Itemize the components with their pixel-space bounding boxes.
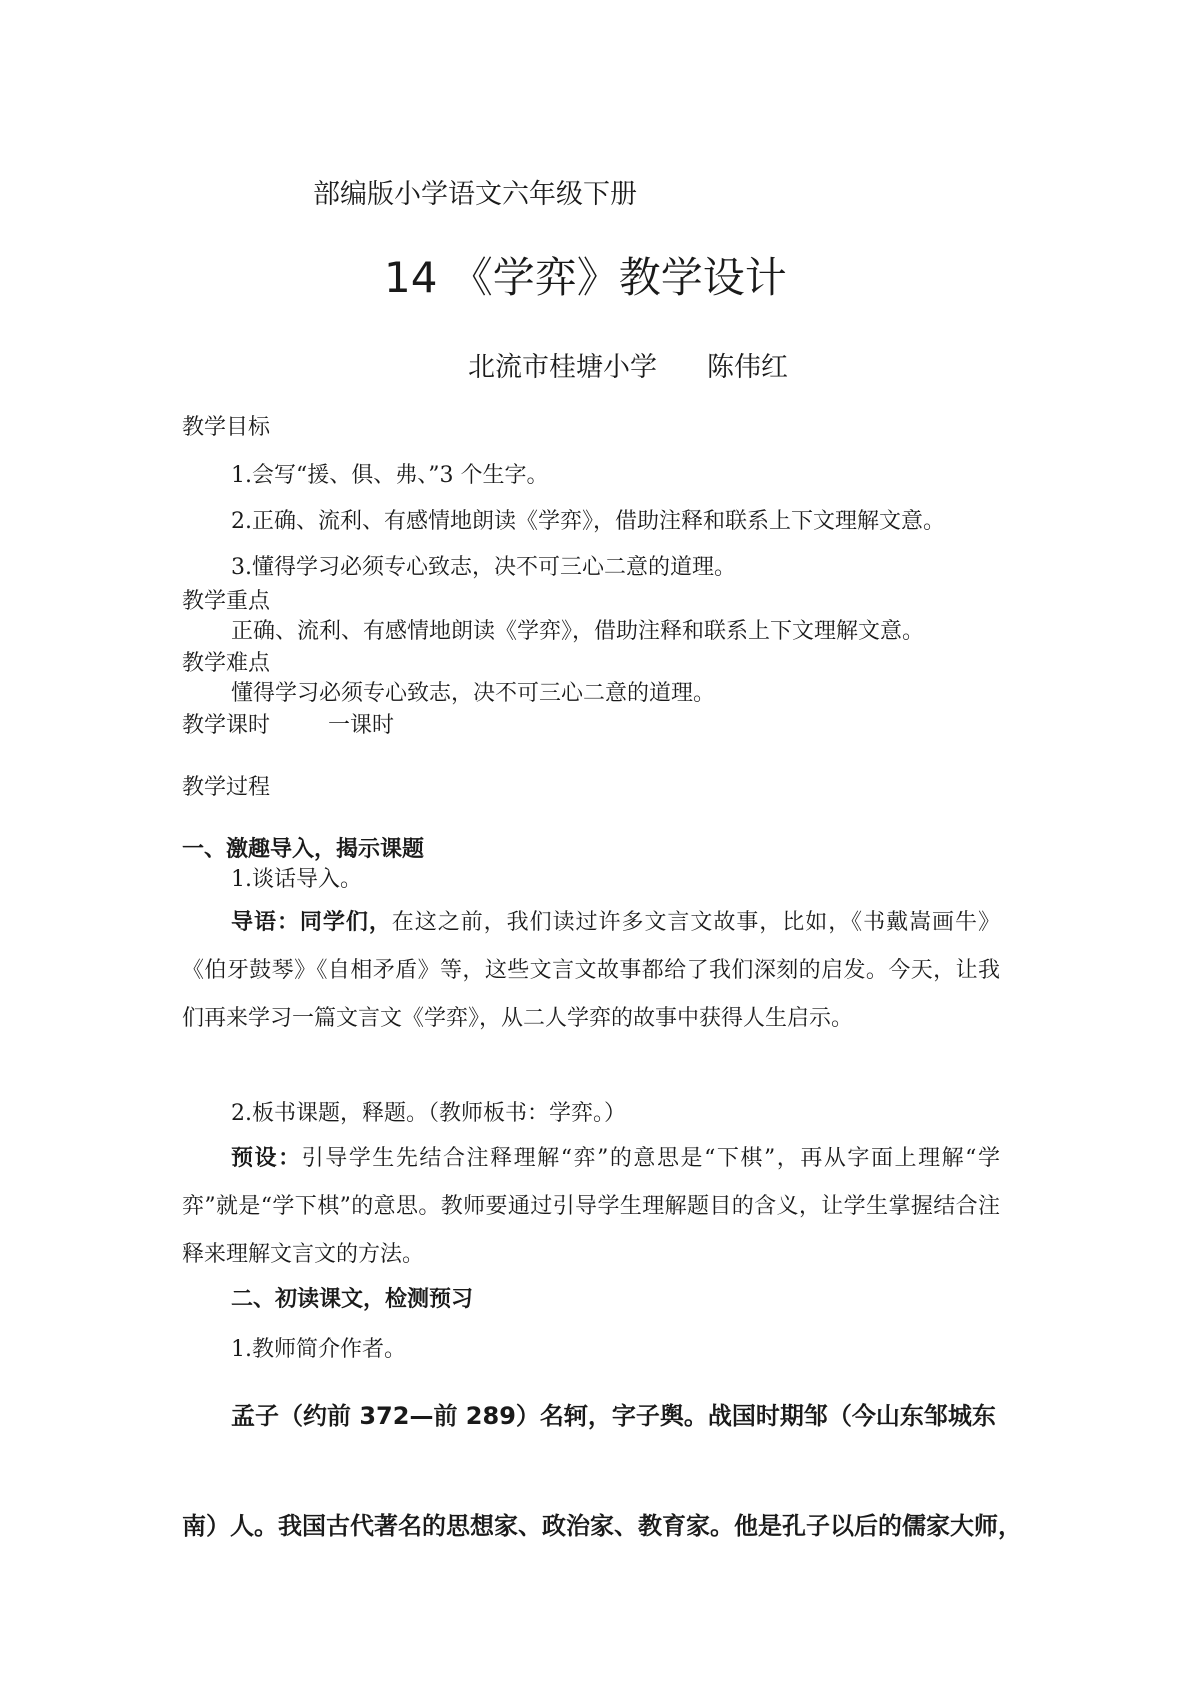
author-name: 陈伟红: [707, 352, 788, 383]
document-subtitle: 部编版小学语文六年级下册: [313, 179, 637, 210]
hours-label: 教学课时: [182, 713, 271, 738]
focus-heading: 教学重点: [182, 589, 271, 614]
preset-text: 引导学生先结合注释理解“弈”的意思是“下棋”，再从字面上理解“学弈”就是“学下棋”的意思。教师要通过引导学生理解题目的含义，让学生掌握结合注释来理解文言文的方法。: [182, 1146, 1000, 1267]
section1-title: 一、激趣导入，揭示课题: [182, 836, 425, 862]
mengzi-line-2: 南）人。我国古代著名的思想家、政治家、教育家。他是孔子以后的儒家大师，: [182, 1512, 1022, 1540]
difficulty-text: 懂得学习必须专心致志，决不可三心二意的道理。: [231, 681, 716, 706]
section1-step2: 2.板书课题，释题。（教师板书：学弈。）: [231, 1101, 626, 1126]
author-school: 北流市桂塘小学: [468, 352, 657, 383]
section2-step1: 1.教师简介作者。: [231, 1337, 406, 1362]
difficulty-heading: 教学难点: [182, 651, 271, 676]
preset-paragraph: [182, 1134, 1000, 1279]
goal-item-2: 2.正确、流利、有感情地朗读《学弈》，借助注释和联系上下文理解文意。: [231, 509, 945, 534]
goal-item-1: 1.会写“援、俱、弗、”3 个生字。: [231, 463, 549, 488]
goals-heading: 教学目标: [182, 415, 271, 440]
section1-step1: 1.谈话导入。: [231, 867, 362, 892]
preset-label: 预设：: [231, 1145, 302, 1171]
hours-value: 一课时: [328, 713, 395, 738]
mengzi-line-1: 孟子（约前 372—前 289）名轲，字子舆。战国时期邹（今山东邹城东: [231, 1402, 996, 1430]
document-title: 14 《学弈》教学设计: [384, 253, 787, 302]
intro-text: 在这之前，我们读过许多文言文故事，比如，《书戴嵩画牛》 《伯牙鼓琴》《自相矛盾》等，这些文言文故事都给了我们深刻的启发。今天，让我们再来学习一篇文言文《学弈》，从二人学弈的故事中获得人生启示。: [182, 910, 1000, 1031]
focus-text: 正确、流利、有感情地朗读《学弈》，借助注释和联系上下文理解文意。: [231, 619, 925, 644]
intro-paragraph: [182, 898, 1000, 1043]
intro-label: 导语：同学们，: [231, 909, 392, 935]
goal-item-3: 3.懂得学习必须专心致志，决不可三心二意的道理。: [231, 555, 736, 580]
process-heading: 教学过程: [182, 775, 271, 800]
section2-title: 二、初读课文，检测预习: [231, 1286, 474, 1312]
